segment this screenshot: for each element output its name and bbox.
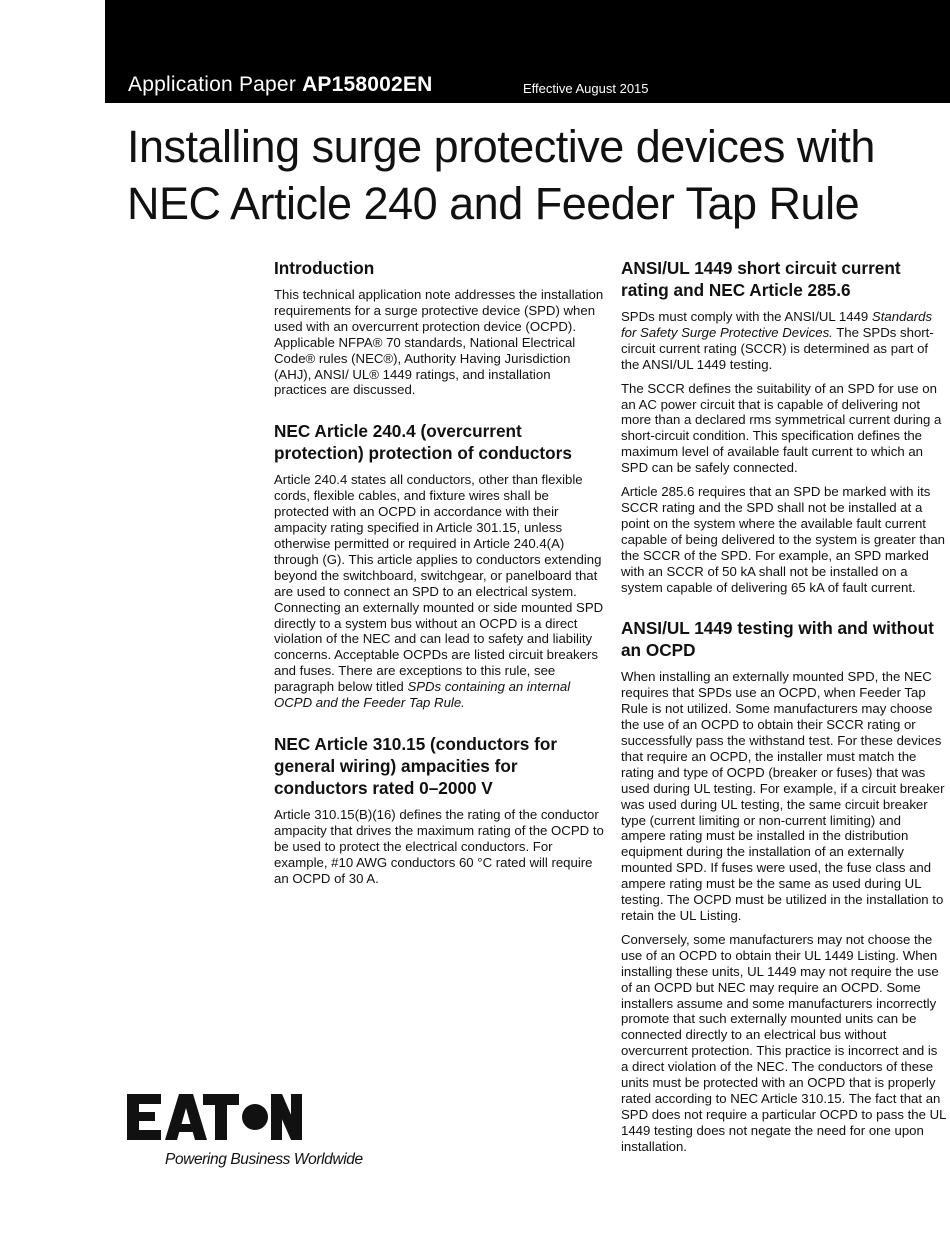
article-310-heading: NEC Article 310.15 (conductors for general wiring) ampacities for conductors rated 0–2000 V (274, 733, 558, 798)
sccr-heading: ANSI/UL 1449 short circuit current rating and NEC Article 285.6 (621, 258, 901, 300)
article-240-heading: NEC Article 240.4 (overcurrent protection) protection of conductors (274, 421, 572, 464)
intro-heading: Introduction (274, 258, 375, 278)
article-240-body-main: Article 240.4 states all conductors, other than flexible cords, flexible cables, and fixture wires shall be protected with an OCPD in accordance with their ampacity rating specified in Article 301.15, unless otherwise permitted or required in Article 240.4(A) through (G). This article applies to conductors extending beyond the switchboard, switchgear, or panelboard that are used to connect an SPD to an electrical system. Connecting an externally mounted or side mounted SPD directly to a system bus without an OCPD is a direct violation of the NEC and can lead to safety and liability concerns. Acceptable OCPDs are listed circuit breakers and fuses. There are exceptions to this rule, see paragraph below titled (274, 472, 604, 695)
article-310-body: Article 310.15(B)(16) defines the rating of the conductor ampacity that drives the maximum rating of the OCPD to be used to protect the electrical conductors. For example, #10 AWG conductors 60 °C rated will require an OCPD of 30 A. (274, 806, 604, 886)
intro-body: This technical application note addresses the installation requirements for a surge protective device (SPD) when used with an overcurrent protection device (OCPD). Applicable NFPA® 70 standards, National Electrical Code® rules (NEC®), Authority Having Jurisdiction (AHJ), ANSI/ UL® 1449 ratings, and installation practices are discussed. (274, 287, 604, 398)
paper-code: AP158002EN (302, 73, 433, 96)
article-240-body (274, 472, 604, 711)
page-title: Installing surge protective devices with NEC Article 240 and Feeder Tap Rule (127, 121, 875, 229)
right-column (621, 257, 947, 1163)
testing-paragraph-1: When installing an externally mounted SPD, the NEC requires that SPDs use an OCPD, when Feeder Tap Rule is not utilized. Some manufacturers may choose the use of an OCPD to obtain their SCCR rating or successfully pass the withstand test. For these devices that require an OCPD, the installer must match the rating and type of OCPD (breaker or fuses) that was used during UL testing. For example, if a circuit breaker was used during UL testing, the same circuit breaker type (current limiting or non-current limiting) and ampere rating must be installed in the distribution equipment during the installation of an externally mounted SPD. If fuses were used, the fuse class and ampere rating must be the same as used during UL testing. The OCPD must be utilized in the installation to retain the UL Listing. (621, 669, 945, 923)
effective-date: Effective August 2015 (523, 81, 649, 96)
testing-paragraph-2: Conversely, some manufacturers may not choose the use of an OCPD to obtain their UL 1449 Listing. When installing these units, UL 1449 may not require the use of an OCPD but NEC may require an OCPD. Some installers assume and some manufacturers incorrectly promote that such externally mounted units can be connected directly to an electrical bus without overcurrent protection. This practice is incorrect and is a direct violation of the NEC. The conductors of these units must be protected with an OCPD that is properly rated according to NEC Article 310.15. The fact that an SPD does not require a particular OCPD to pass the UL 1449 testing does not negate the need for one upon installation. (621, 931, 946, 1154)
sccr-paragraph-1 (621, 309, 947, 373)
eaton-logo (127, 1092, 387, 1142)
sccr-p1-a: SPDs must comply with the ANSI/UL 1449 (621, 309, 872, 324)
sccr-paragraph-2: The SCCR defines the suitability of an SPD for use on an AC power circuit that is capable of delivering not more than a declared rms symmetrical current during a short-circuit condition. This specification defines the maximum level of available fault current to which an SPD can be safely connected. (621, 380, 942, 476)
left-column (274, 257, 604, 894)
sccr-p1-italic: Standards for Safety Surge Protective Devices. (621, 309, 933, 340)
paper-label-text: Application Paper (128, 73, 297, 96)
eaton-wordmark-logo (127, 1092, 302, 1142)
article-240-body-italic: SPDs containing an internal OCPD and the Feeder Tap Rule. (274, 679, 571, 711)
paper-label (128, 73, 432, 97)
logo-tagline: Powering Business Worldwide (165, 1151, 363, 1168)
sccr-paragraph-3: Article 285.6 requires that an SPD be marked with its SCCR rating and the SPD shall not be installed at a point on the system where the available fault current capable of being delivered to the system is greater than the SCCR of the SPD. For example, an SPD marked with an SCCR of 50 kA shall not be installed on a system capable of delivering 65 kA of fault current. (621, 484, 946, 595)
testing-heading: ANSI/UL 1449 testing with and without an OCPD (621, 618, 934, 661)
sccr-p1-b: The SPDs short-circuit current rating (SCCR) is determined as part of the ANSI/UL 1449 testing. (621, 324, 934, 372)
